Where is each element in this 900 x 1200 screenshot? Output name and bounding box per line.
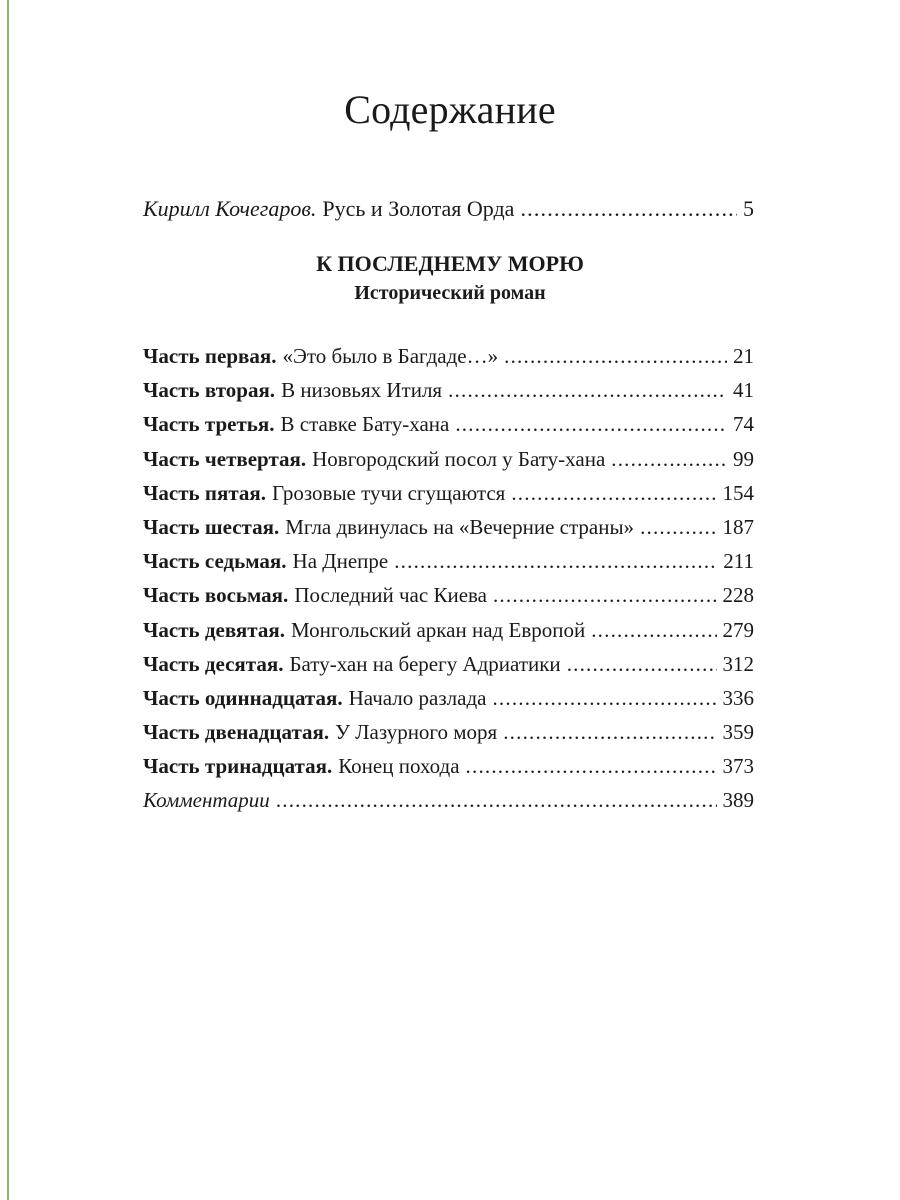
dot-leader — [520, 196, 737, 222]
dot-leader — [492, 686, 716, 711]
toc-part-label: Часть восьмая. — [143, 583, 289, 608]
toc-entry[interactable] — [143, 481, 754, 515]
section-heading: К ПОСЛЕДНЕМУ МОРЮ — [316, 251, 584, 276]
dot-leader — [503, 720, 716, 745]
toc-part-label: Часть тринадцатая. — [143, 754, 333, 779]
toc-entry-comments[interactable] — [143, 788, 754, 822]
toc-part-label: Часть третья. — [143, 412, 275, 437]
intro-page-number: 5 — [743, 196, 754, 221]
toc-page-number: 228 — [722, 583, 754, 608]
toc-entry-title: Грозовые тучи сгущаются — [272, 480, 506, 505]
toc-part-label: Часть девятая. — [143, 617, 285, 642]
section-subheading: Исторический роман — [354, 282, 546, 304]
intro-author: Кирилл Кочегаров. — [143, 196, 317, 221]
toc-entry-title: У Лазурного моря — [335, 720, 498, 745]
toc-entry-title: Начало разлада — [348, 685, 487, 710]
toc-page-number: 211 — [723, 549, 754, 574]
toc-entry[interactable] — [143, 515, 754, 549]
toc-entry-title: «Это было в Багдаде…» — [282, 344, 499, 368]
dot-leader — [504, 344, 727, 369]
toc-entry[interactable] — [143, 378, 754, 412]
toc-entry[interactable] — [143, 618, 754, 652]
toc-entry[interactable] — [143, 549, 754, 583]
dot-leader — [466, 754, 717, 779]
dot-leader — [591, 618, 716, 643]
dot-leader — [276, 788, 717, 813]
intro-title: Русь и Золотая Орда — [322, 196, 515, 221]
toc-part-label: Часть одиннадцатая. — [143, 685, 343, 710]
toc-page-number: 373 — [722, 754, 754, 779]
dot-leader — [493, 583, 717, 608]
toc-page-number: 336 — [722, 685, 754, 710]
toc-entry[interactable] — [143, 686, 754, 720]
toc-part-label: Часть шестая. — [143, 514, 280, 539]
toc-entry-title: В низовьях Итиля — [281, 378, 443, 403]
toc-page-number: 74 — [733, 412, 754, 437]
toc-entry-title: В ставке Бату-хана — [280, 412, 450, 437]
toc-page-number: 154 — [722, 480, 754, 505]
toc-entry[interactable] — [143, 720, 754, 754]
toc-entry-title: На Днепре — [292, 549, 389, 574]
toc-part-label: Часть первая. — [143, 344, 277, 368]
toc-entry-title: Монгольский аркан над Европой — [290, 617, 586, 642]
toc-entry[interactable] — [143, 652, 754, 686]
toc-entry-title: Бату-хан на берегу Адриатики — [289, 651, 561, 676]
dot-leader — [567, 652, 717, 677]
toc-entry-intro[interactable] — [143, 196, 754, 222]
toc-list — [143, 344, 754, 823]
dot-leader — [511, 481, 716, 506]
toc-page-number: 41 — [733, 378, 754, 403]
toc-entry[interactable] — [143, 583, 754, 617]
dot-leader — [448, 378, 727, 403]
toc-page-number: 279 — [722, 617, 754, 642]
toc-entry-title: Новгородский посол у Бату-хана — [312, 446, 606, 471]
toc-part-label: Часть пятая. — [143, 480, 267, 505]
dot-leader — [455, 412, 727, 437]
toc-entry-title: Последний час Киева — [294, 583, 487, 608]
dot-leader — [640, 515, 716, 540]
toc-part-label: Часть четвертая. — [143, 446, 307, 471]
page-title: Содержание — [344, 87, 556, 132]
toc-page-number: 21 — [733, 344, 754, 368]
toc-entry-title: Мгла двинулась на «Вечерние страны» — [285, 514, 635, 539]
toc-entry[interactable] — [143, 447, 754, 481]
toc-page-number: 99 — [733, 446, 754, 471]
toc-part-label: Часть двенадцатая. — [143, 720, 330, 745]
comments-page-number: 389 — [722, 788, 754, 813]
toc-page-number: 187 — [722, 514, 754, 539]
dot-leader — [611, 447, 727, 472]
toc-entry[interactable] — [143, 412, 754, 446]
toc-page-number: 359 — [722, 720, 754, 745]
toc-entry[interactable] — [143, 754, 754, 788]
toc-page-number: 312 — [722, 651, 754, 676]
dot-leader — [394, 549, 717, 574]
comments-title: Комментарии — [143, 788, 270, 813]
toc-part-label: Часть десятая. — [143, 651, 284, 676]
toc-part-label: Часть седьмая. — [143, 549, 287, 574]
toc-entry[interactable] — [143, 344, 754, 378]
page-edge-line — [7, 0, 9, 1200]
toc-entry-title: Конец похода — [338, 754, 460, 779]
toc-part-label: Часть вторая. — [143, 378, 276, 403]
